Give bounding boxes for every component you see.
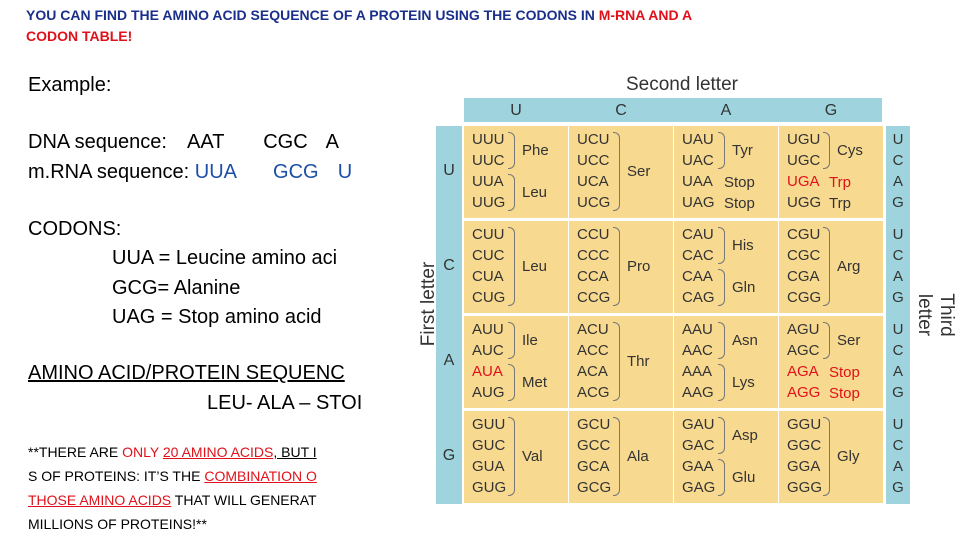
note-l3a: THOSE AMINO ACIDS — [28, 492, 172, 508]
codon: UAC — [682, 152, 714, 169]
amino-acid-label: Pro — [627, 258, 651, 275]
codon: AAU — [682, 321, 713, 338]
row-letter-c: C — [443, 257, 455, 274]
codon: CUA — [472, 268, 504, 285]
dna-codon-1: AAT — [187, 131, 225, 153]
codon: CGU — [787, 226, 821, 243]
note-l1d: , BUT I — [273, 444, 317, 460]
codon: GUC — [472, 437, 506, 454]
codon: AUA — [472, 363, 503, 380]
amino-acid-label: Ser — [627, 163, 651, 180]
codon: ACC — [577, 342, 609, 359]
codon-group-bracket — [613, 227, 620, 306]
codon: CAC — [682, 247, 714, 264]
codon: CAU — [682, 226, 714, 243]
codon: UUU — [472, 131, 505, 148]
amino-acid-label: Asn — [732, 332, 758, 349]
codon: GCU — [577, 416, 611, 433]
codon-group-bracket — [508, 227, 515, 306]
column-letter-g: G — [824, 102, 838, 119]
codon: UCC — [577, 152, 610, 169]
dna-sequence-row — [28, 131, 339, 154]
codons-heading: CODONS: — [28, 218, 122, 240]
second-letter-label: Second letter — [626, 74, 738, 95]
example-label: Example: — [28, 74, 112, 96]
codon: GAG — [682, 479, 716, 496]
codon-group-bracket — [613, 417, 620, 496]
codon: GGA — [787, 458, 821, 475]
codon: UGA — [787, 173, 820, 190]
codon: CCU — [577, 226, 610, 243]
codon-group-bracket — [718, 322, 725, 359]
codon-group-bracket — [718, 227, 725, 264]
codon: AAC — [682, 342, 713, 359]
amino-acid-label: Ser — [837, 332, 861, 349]
amino-acid-heading: AMINO ACID/PROTEIN SEQUENC — [28, 362, 345, 384]
amino-acid-label: Lys — [732, 374, 755, 391]
third-letter-a: A — [892, 173, 903, 190]
codon: AGG — [787, 384, 821, 401]
amino-acid-label: Leu — [522, 184, 548, 201]
third-letter-c: C — [892, 247, 904, 264]
codon-cell — [464, 221, 568, 313]
codon: CUG — [472, 289, 506, 306]
row-letter-a: A — [443, 352, 455, 369]
note-line-1 — [28, 440, 448, 464]
column-letter-c: C — [615, 102, 627, 119]
codon: GUU — [472, 416, 506, 433]
codon: GGU — [787, 416, 822, 433]
codon: UUC — [472, 152, 505, 169]
codon: AAA — [682, 363, 713, 380]
note-l2b: COMBINATION O — [204, 468, 317, 484]
codon-group-bracket — [718, 269, 725, 306]
third-letter-c: C — [892, 152, 904, 169]
codon-cell — [674, 411, 778, 503]
amino-acid-label: Gly — [837, 448, 860, 465]
codon: GGG — [787, 479, 823, 496]
amino-acid-label: Phe — [522, 142, 549, 159]
codon: UAG — [682, 194, 715, 211]
codon-group-bracket — [718, 417, 725, 454]
title-part-1: YOU CAN FIND THE AMINO ACID SEQUENCE OF A PROTEIN USING THE CODONS IN — [26, 7, 599, 23]
codon: UGG — [787, 194, 822, 211]
codon: CAG — [682, 289, 715, 306]
codon: AGA — [787, 363, 819, 380]
note-line-3 — [28, 488, 448, 512]
codon-cell — [779, 316, 883, 408]
codon: ACU — [577, 321, 609, 338]
codon-cell — [674, 126, 778, 218]
codon-cell — [779, 126, 883, 218]
codon: CUU — [472, 226, 505, 243]
codon: CGA — [787, 268, 820, 285]
mrna-codon-2: GCG — [273, 161, 319, 183]
codon: GUA — [472, 458, 505, 475]
amino-acid-label: Thr — [627, 353, 650, 370]
title-part-3: CODON TABLE! — [26, 28, 133, 44]
codon-cell — [779, 411, 883, 503]
codon-group-bracket — [823, 417, 830, 496]
codon: GAA — [682, 458, 714, 475]
dna-codon-3: A — [325, 131, 339, 153]
amino-acid-label: Stop — [724, 173, 755, 191]
amino-acid-label: Trp — [829, 173, 851, 191]
codon: GAU — [682, 416, 715, 433]
codon-cell — [569, 126, 673, 218]
title-part-2: M-RNA AND A — [598, 7, 693, 23]
codon: GCA — [577, 458, 610, 475]
codon-group-bracket — [508, 364, 515, 401]
codon: GGC — [787, 437, 822, 454]
row-letter-u: U — [443, 162, 455, 179]
codon-cell — [674, 221, 778, 313]
codon-group-bracket — [508, 132, 515, 169]
codon-group-bracket — [613, 322, 620, 401]
codon: UUA — [472, 173, 504, 190]
codon: CUC — [472, 247, 505, 264]
codon: GCG — [577, 479, 612, 496]
amino-acid-label: His — [732, 237, 754, 254]
codon-group-bracket — [718, 364, 725, 401]
third-letter-u: U — [892, 131, 904, 148]
codon-cell — [569, 411, 673, 503]
codon: GUG — [472, 479, 507, 496]
codon: UAU — [682, 131, 714, 148]
third-letter-g: G — [892, 479, 904, 496]
codon-cell — [674, 316, 778, 408]
codon: CGC — [787, 247, 821, 264]
mrna-sequence-row — [28, 161, 352, 184]
codon-line-3: UAG = Stop amino acid — [112, 306, 322, 328]
mrna-label: m.RNA sequence: — [28, 161, 190, 183]
amino-acid-label: Glu — [732, 469, 756, 486]
codon: CCG — [577, 289, 611, 306]
codon: ACG — [577, 384, 610, 401]
amino-acid-label: Met — [522, 374, 548, 391]
amino-acid-label: Gln — [732, 279, 756, 296]
codon-group-bracket — [823, 227, 830, 306]
note-l1b: ONLY — [122, 444, 163, 460]
amino-acid-label: Stop — [829, 384, 860, 402]
third-letter-c: C — [892, 342, 904, 359]
mrna-codon-1: UUA — [194, 161, 236, 183]
codon: CCA — [577, 268, 609, 285]
dna-label: DNA sequence: — [28, 131, 167, 153]
codon: AGU — [787, 321, 820, 338]
codon: CAA — [682, 268, 713, 285]
third-letter-label: Third letter — [914, 293, 957, 337]
codon: UUG — [472, 194, 506, 211]
codon: ACA — [577, 363, 608, 380]
codon: UCU — [577, 131, 610, 148]
codon: GAC — [682, 437, 715, 454]
note-line-2 — [28, 464, 448, 488]
codon-group-bracket — [718, 132, 725, 169]
third-letter-a: A — [892, 363, 903, 380]
third-letter-u: U — [892, 321, 904, 338]
amino-acid-label: Asp — [732, 427, 758, 444]
codon: CGG — [787, 289, 822, 306]
codon-cell — [464, 316, 568, 408]
third-letter-g: G — [892, 384, 904, 401]
codon-group-bracket — [508, 417, 515, 496]
codon-group-bracket — [508, 174, 515, 211]
note-l3b: THAT WILL GENERAT — [171, 492, 317, 508]
codon-group-bracket — [823, 322, 830, 359]
third-letter-a: A — [892, 268, 903, 285]
codon-group-bracket — [508, 322, 515, 359]
third-letter-u: U — [892, 226, 904, 243]
codon: AAG — [682, 384, 714, 401]
row-letter-g: G — [442, 447, 456, 464]
codon-cell — [569, 221, 673, 313]
codon: UCG — [577, 194, 611, 211]
codon: GCC — [577, 437, 611, 454]
amino-acid-label: Stop — [724, 194, 755, 212]
dna-codon-2: CGC — [263, 131, 308, 153]
third-letter-a: A — [892, 458, 903, 475]
codon-table — [404, 62, 956, 540]
third-letter-g: G — [892, 194, 904, 211]
third-letter-u: U — [892, 416, 904, 433]
codon: AUU — [472, 321, 504, 338]
column-letter-u: U — [510, 102, 522, 119]
codon: AUC — [472, 342, 504, 359]
note-l2a: S OF PROTEINS: IT’S THE — [28, 468, 205, 484]
codon-line-1: UUA = Leucine amino aci — [112, 247, 338, 269]
codon: UGU — [787, 131, 821, 148]
first-letter-label: First letter — [418, 261, 439, 347]
amino-acid-label: Tyr — [732, 142, 753, 159]
note-line-4: MILLIONS OF PROTEINS!** — [28, 516, 207, 532]
codon-group-bracket — [718, 459, 725, 496]
amino-acid-label: Val — [522, 448, 543, 465]
amino-acid-label: Stop — [829, 363, 860, 381]
amino-acid-label: Arg — [837, 258, 861, 275]
codon-cell — [464, 126, 568, 218]
amino-acid-label: Trp — [829, 194, 851, 212]
mrna-codon-3: U — [337, 161, 353, 183]
amino-acid-label: Ala — [627, 448, 649, 465]
codon-group-bracket — [823, 132, 830, 169]
amino-acid-label: Ile — [522, 332, 538, 349]
codon-cell — [569, 316, 673, 408]
codon: UGC — [787, 152, 821, 169]
codon: AGC — [787, 342, 820, 359]
codon: UCA — [577, 173, 609, 190]
column-letter-a: A — [720, 102, 732, 119]
amino-acid-label: Cys — [837, 142, 863, 159]
codon: AUG — [472, 384, 505, 401]
note-l1a: **THERE ARE — [28, 444, 123, 460]
slide-title — [26, 5, 926, 47]
codon: UAA — [682, 173, 713, 190]
codon: CCC — [577, 247, 610, 264]
note-l1c: 20 AMINO ACIDS — [162, 444, 274, 460]
codon-group-bracket — [613, 132, 620, 211]
amino-acid-label: Leu — [522, 258, 548, 275]
codon-cell — [464, 411, 568, 503]
codon-line-2: GCG= Alanine — [112, 277, 241, 299]
third-letter-c: C — [892, 437, 904, 454]
third-letter-g: G — [892, 289, 904, 306]
amino-acid-sequence: LEU- ALA – STOI — [207, 392, 363, 414]
codon-cell — [779, 221, 883, 313]
